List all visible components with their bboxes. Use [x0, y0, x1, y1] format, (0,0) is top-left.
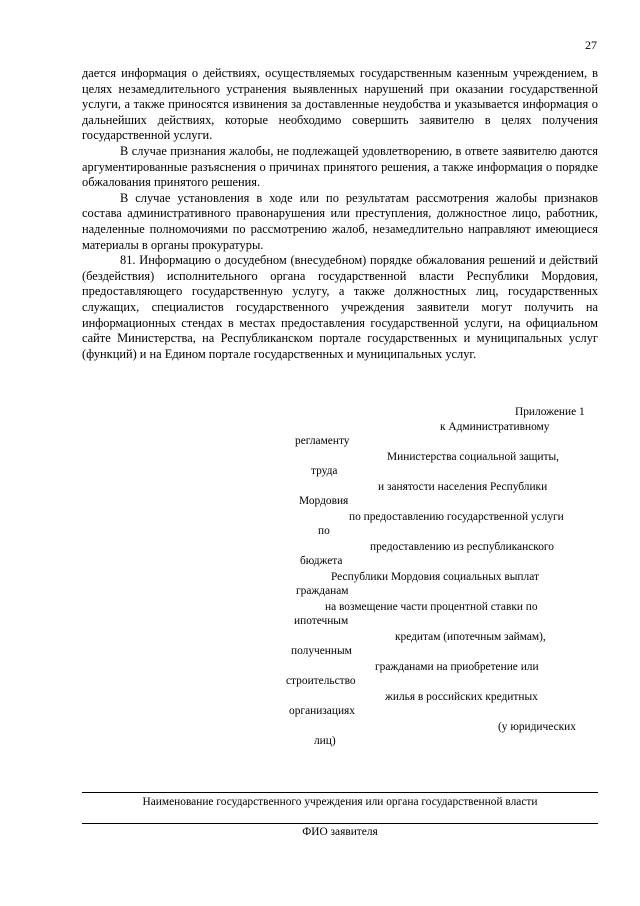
appendix-line: предоставлению из республиканского — [370, 541, 554, 553]
appendix-line: труда — [311, 465, 338, 477]
appendix-line: гражданам — [296, 585, 349, 597]
appendix-line: Приложение 1 — [515, 406, 585, 418]
appendix-line: жилья в российских кредитных — [385, 691, 538, 703]
appendix-line: бюджета — [300, 555, 343, 567]
paragraph: В случае признания жалобы, не подлежащей удовлетворению, в ответе заявителю даются аргументированные разъяснения о причинах принятого решения, а также информация о порядке обжалования принятого решения. — [82, 143, 598, 190]
appendix-line: регламенту — [295, 435, 350, 447]
page-number: 27 — [585, 38, 597, 52]
appendix-line: полученным — [291, 645, 352, 657]
paragraph: дается информация о действиях, осуществляемых государственным казенным учреждением, в целях незамедлительного устранения выявленных нарушений при оказании государственной услуги, а также приносятся извинения за доставленные неудобства и указывается информация о дальнейших действиях, которые необходимо совершить заявителю в целях получения государственной услуги. — [82, 66, 598, 143]
appendix-line: Республики Мордовия социальных выплат — [331, 571, 539, 583]
institution-caption: Наименование государственного учреждения или органа государственной власти — [142, 796, 538, 808]
applicant-line[interactable] — [82, 823, 598, 824]
appendix-line: организациях — [289, 705, 355, 717]
institution-line[interactable] — [82, 792, 598, 793]
paragraph: 81. Информацию о досудебном (внесудебном) порядке обжалования решений и действий (бездействия) исполнительного органа государственной власти Республики Мордовия, предоставляющего государственную услугу, а также должностных лиц, государственных служащих, специалистов государственного учреждения заявители могут получить на информационных стендах в местах предоставления государственной услуги, на официальном сайте Министерства, на Республиканском портале государственных и муниципальных услуг (функций) и на Едином портале государственных и муниципальных услуг. — [82, 253, 598, 361]
appendix-line: лиц) — [314, 735, 336, 747]
appendix-line: по — [318, 525, 330, 537]
appendix-line: по предоставлению государственной услуги — [349, 511, 564, 523]
appendix-line: гражданами на приобретение или — [375, 661, 539, 673]
appendix-line: строительство — [286, 675, 356, 687]
appendix-line: Министерства социальной защиты, — [387, 451, 559, 463]
applicant-caption: ФИО заявителя — [302, 826, 378, 838]
paragraph: В случае установления в ходе или по результатам рассмотрения жалобы признаков состава административного правонарушения или преступления, должностное лицо, работник, наделенные полномочиями по рассмотрению жалоб, незамедлительно направляют имеющиеся материалы в органы прокуратуры. — [82, 190, 598, 252]
appendix-line: (у юридических — [498, 721, 576, 733]
appendix-line: к Административному — [440, 421, 550, 433]
appendix-line: на возмещение части процентной ставки по — [325, 601, 538, 613]
appendix-line: Мордовия — [299, 495, 349, 507]
appendix-line: и занятости населения Республики — [378, 481, 548, 493]
appendix-line: ипотечным — [294, 615, 349, 627]
appendix-line: кредитам (ипотечным займам), — [395, 631, 546, 643]
